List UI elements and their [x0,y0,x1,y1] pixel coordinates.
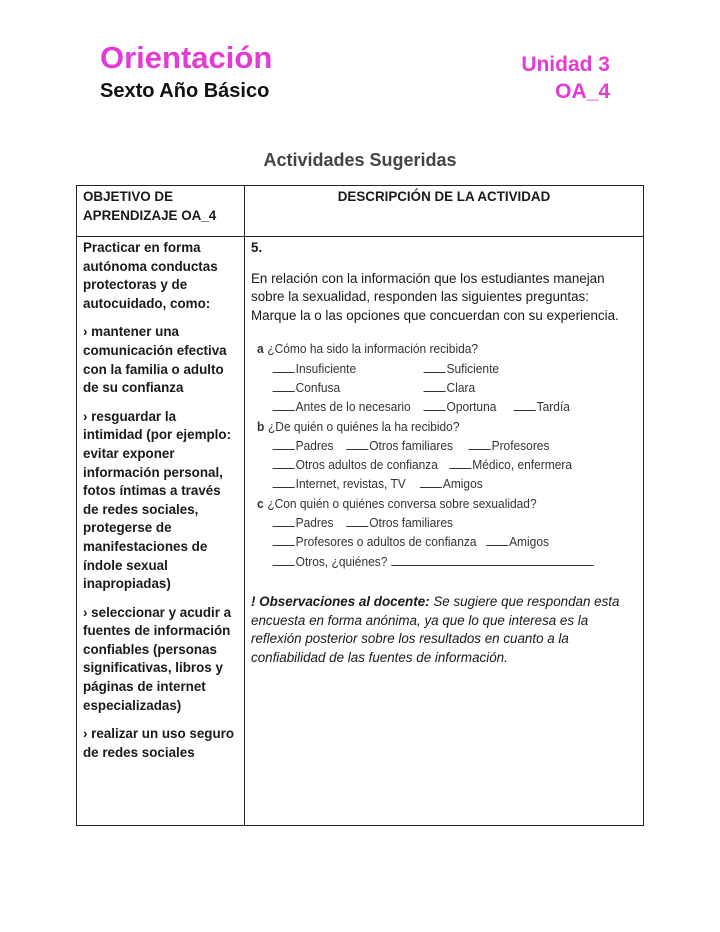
blank-line [449,457,471,469]
unit-label: Unidad 3 [521,53,610,76]
teacher-observation [251,593,637,667]
blank-line [273,476,295,488]
blank-line [273,515,295,527]
blank-line [486,534,508,546]
option-amigos-c[interactable]: Amigos [486,532,549,551]
question-b: b ¿De quién o quiénes la ha recibido? [257,418,460,434]
blank-line [273,457,295,469]
option-row [257,552,607,571]
activity-intro: En relación con la información que los estudiantes manejan sobre la sexualidad, responden las siguientes preguntas: Marque la o las opciones que concuerdan con su experiencia. [251,270,619,323]
grade-subtitle: Sexto Año Básico [100,80,270,102]
option-row [257,378,607,397]
blank-line [273,534,295,546]
option-otros-familiares[interactable]: Otros familiares [346,436,468,455]
blank-line [273,554,295,566]
blank-line [514,399,536,411]
objective-header: OBJETIVO DE APRENDIZAJE OA_4 [77,186,245,237]
blank-line [273,380,295,392]
blank-line [346,515,368,527]
section-title: Actividades Sugeridas [263,150,457,170]
blank-line [273,438,295,450]
objective-item: › realizar un uso seguro de redes sociales [83,726,235,760]
observation-label: ! Observaciones al docente: [251,593,430,609]
option-padres-c[interactable]: Padres [273,513,347,532]
option-amigos[interactable]: Amigos [420,474,483,493]
subject-title: Orientación [100,40,273,75]
survey-block [257,339,607,571]
option-oportuna[interactable]: Oportuna [424,397,514,416]
description-header: DESCRIPCIÓN DE LA ACTIVIDAD [245,186,644,237]
answer-line[interactable] [391,554,593,566]
blank-line [424,361,446,373]
option-otros-adultos[interactable]: Otros adultos de confianza [273,455,450,474]
option-suficiente[interactable]: Suficiente [424,359,500,378]
objective-item: › resguardar la intimidad (por ejemplo: evitar exponer información personal, fotos íntimas a través de redes sociales, protegerse de manifestaciones de índole sexual inapropiadas) [83,408,232,592]
table-header-row [77,186,644,237]
objective-item: › mantener una comunicación efectiva con la familia o adulto de su confianza [83,324,227,396]
activity-table [76,185,644,826]
option-internet[interactable]: Internet, revistas, TV [273,474,420,493]
blank-line [346,438,368,450]
option-insuficiente[interactable]: Insuficiente [273,359,424,378]
option-row [257,474,607,493]
option-otros-familiares-c[interactable]: Otros familiares [346,513,453,532]
option-antes[interactable]: Antes de lo necesario [273,397,424,416]
blank-line [273,399,295,411]
objective-cell [77,237,245,826]
option-row [257,513,607,532]
option-clara[interactable]: Clara [424,378,476,397]
question-c: c ¿Con quién o quiénes conversa sobre sexualidad? [257,495,537,511]
question-a: a ¿Cómo ha sido la información recibida? [257,341,479,357]
option-profesores-adultos[interactable]: Profesores o adultos de confianza [273,532,486,551]
blank-line [420,476,442,488]
objective-item: › seleccionar y acudir a fuentes de información confiables (personas significativas, libros y páginas de internet especializadas) [83,604,232,713]
option-profesores[interactable]: Profesores [469,436,550,455]
option-row [257,455,607,474]
option-tardia[interactable]: Tardía [514,397,570,416]
option-row [257,436,607,455]
blank-line [424,399,446,411]
blank-line [469,438,491,450]
activity-number: 5. [251,240,263,255]
objective-intro: Practicar en forma autónoma conductas protectoras y de autocuidado, como: [83,240,218,311]
option-otros-quienes[interactable]: Otros, ¿quiénes? [273,552,594,571]
option-row [257,532,607,551]
option-row [257,359,607,378]
option-confusa[interactable]: Confusa [273,378,424,397]
blank-line [424,380,446,392]
observation-text: Se sugiere que respondan esta encuesta en forma anónima, ya que lo que interesa es la reflexión posterior sobre los resultados en cuanto a la confiabilidad de las fuentes de información. [251,593,620,665]
table-row [77,237,644,826]
option-medico[interactable]: Médico, enfermera [449,455,572,474]
option-row [257,397,607,416]
option-padres[interactable]: Padres [273,436,347,455]
oa-label: OA_4 [555,80,610,103]
blank-line [273,361,295,373]
description-cell [245,237,644,826]
